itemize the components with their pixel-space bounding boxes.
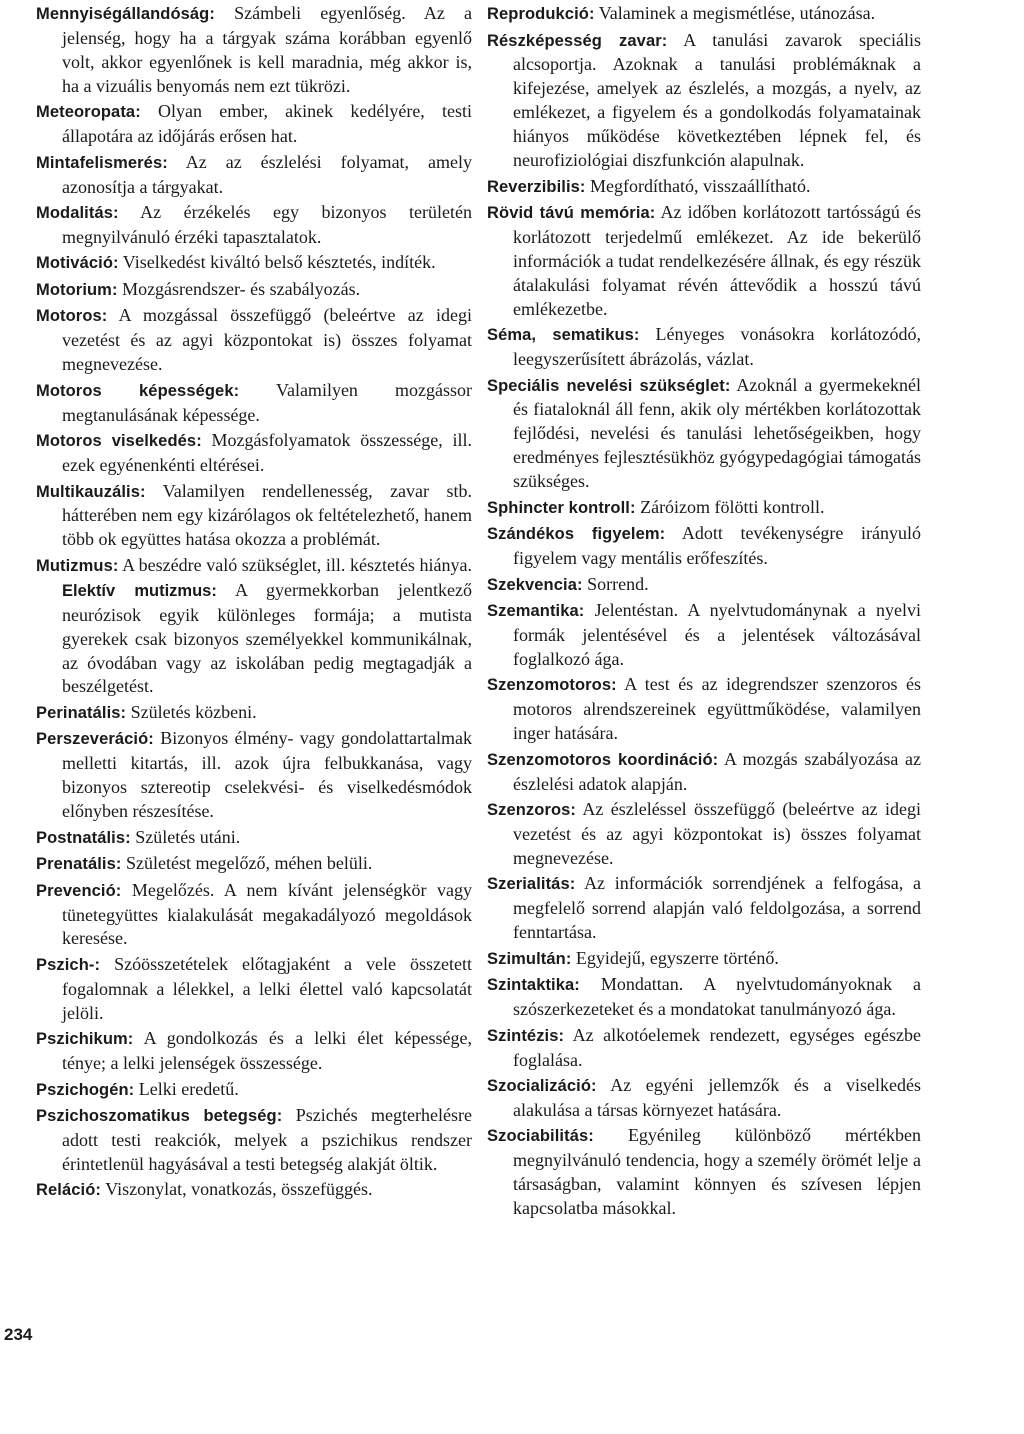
glossary-definition: Záróizom fölötti kontroll. <box>640 496 825 517</box>
glossary-term: Szimultán: <box>487 949 572 968</box>
glossary-term: Perszeveráció: <box>36 730 154 749</box>
glossary-entry <box>36 379 472 428</box>
glossary-definition: A mozgás szabályozása az észlelési adatok alapján. <box>513 748 921 794</box>
glossary-entry <box>487 947 921 972</box>
glossary-term: Mintafelismerés: <box>36 153 168 172</box>
glossary-entry <box>36 2 472 99</box>
glossary-term: Motorium: <box>36 280 118 299</box>
glossary-term: Motoros: <box>36 307 108 326</box>
glossary-definition: A gondolkozás és a lelki élet képessége, ténye; a lelki jelenségek összessége. <box>62 1028 472 1074</box>
glossary-entry <box>36 1078 472 1103</box>
glossary-definition: Mozgásfolyamatok összessége, ill. ezek egyénenkénti eltérései. <box>62 430 472 476</box>
glossary-definition: Jelentéstan. A nyelvtudománynak a nyelvi formák jelentésével és a jelentések változásával foglalkozó ága. <box>513 600 921 669</box>
glossary-definition: A tanulási zavarok speciális alcsoportja. Azoknak a tanulási problémáknak a kifejezése, amelyek az észlelés, a mozgás, a nyelv, az emlékezet, a figyelem és a gondolkodás folyamatainak hiányos működése következtében lépnek fel, és neurofiziológiai diszfunkción alapulnak. <box>513 29 921 171</box>
glossary-entry <box>487 872 921 945</box>
glossary-entry <box>36 1104 472 1177</box>
glossary-term: Motoros viselkedés: <box>36 432 202 451</box>
glossary-definition: Bizonyos élmény- vagy gondolattartalmak melletti kitartás, ill. azok újra felbukkanása, vagy bizonyos sztereotip cselekvési- és viselkedésmódok előnyben részesítése. <box>62 728 473 822</box>
glossary-term: Mutizmus: <box>36 556 119 575</box>
glossary-definition: Viszonylat, vonatkozás, összefüggés. <box>105 1179 373 1200</box>
glossary-entry <box>36 953 472 1026</box>
glossary-term: Szenzomotoros: <box>487 676 617 695</box>
glossary-entry <box>487 1124 921 1221</box>
glossary-entry <box>36 1027 472 1076</box>
glossary-entry <box>487 496 921 521</box>
glossary-entry <box>487 175 921 200</box>
glossary-entry <box>36 251 472 276</box>
glossary-entry <box>36 554 472 699</box>
glossary-entry <box>487 1024 921 1073</box>
glossary-definition: Azoknál a gyermekeknél és fiataloknál áll fenn, akik oly mértékben korlátozottak fejlődési, nevelési és tanulási lehetőségeikben, hogy eredményes fejlesztésükhöz gyógypedagógiai támogatás szükséges. <box>513 374 922 492</box>
glossary-term: Pszichogén: <box>36 1080 135 1099</box>
glossary-definition: Születést megelőző, méhen belüli. <box>125 853 373 874</box>
glossary-term: Modalitás: <box>36 204 119 223</box>
right-column <box>487 2 921 1223</box>
glossary-term: Szemantika: <box>487 602 585 621</box>
glossary-term: Pszich-: <box>36 955 101 974</box>
glossary-definition: A test és az idegrendszer szenzoros és motoros alrendszereinek együttműködése, valamilyen inger hatására. <box>513 674 921 744</box>
glossary-entry <box>487 323 921 372</box>
glossary-term: Multikauzális: <box>36 482 146 501</box>
glossary-definition: Az észleléssel összefüggő (beleértve az idegi vezetést és az agyi központokat is) összes folyamat megnevezése. <box>513 799 921 868</box>
glossary-entry <box>487 1074 921 1123</box>
glossary-definition: Sorrend. <box>587 573 649 594</box>
glossary-definition: Születés utáni. <box>135 826 241 847</box>
glossary-entry <box>36 727 472 824</box>
glossary-definition: Pszichés megterhelésre adott testi reakciók, melyek a pszichikus rendszer érintetlenül hagyásával a testi betegség alakját öltik. <box>62 1105 472 1174</box>
glossary-definition: Születés közbeni. <box>130 701 257 722</box>
glossary-term: Szándékos figyelem: <box>487 525 666 544</box>
glossary-definition: Valaminek a megismétlése, utánozása. <box>598 3 876 23</box>
glossary-definition: Lényeges vonásokra korlátozódó, leegyszerűsített ábrázolás, vázlat. <box>513 324 921 370</box>
glossary-term: Részképesség zavar: <box>487 31 668 50</box>
glossary-definition: A beszédre való szükséglet, ill. késztetés hiánya. <box>122 554 472 575</box>
glossary-entry <box>36 304 472 377</box>
glossary-definition: Számbeli egyenlőség. Az a jelenség, hogy ha a tárgyak száma korábban egyenlő volt, akkor egyenlőnek is kell maradnia, még akkor is, ha a vizuális benyomás nem ezt tükrözi. <box>62 3 472 96</box>
glossary-entry <box>487 599 921 672</box>
glossary-entry <box>487 573 921 598</box>
glossary-term: Motoros képességek: <box>36 381 240 400</box>
glossary-subterm: Elektív mutizmus: <box>62 581 217 600</box>
glossary-entry <box>487 973 921 1022</box>
glossary-term: Szocializáció: <box>487 1077 597 1096</box>
glossary-entry <box>36 429 472 478</box>
glossary-entry <box>36 151 472 200</box>
glossary-term: Perinatális: <box>36 703 127 722</box>
glossary-entry <box>36 701 472 726</box>
glossary-term: Reprodukció: <box>487 5 595 23</box>
glossary-definition: Az az észlelési folyamat, amely azonosítja a tárgyakat. <box>62 151 472 197</box>
glossary-entry <box>36 826 472 851</box>
glossary-term: Postnatális: <box>36 828 131 847</box>
glossary-term: Pszichoszomatikus betegség: <box>36 1107 283 1126</box>
glossary-entry <box>487 374 921 495</box>
glossary-term: Reverzibilis: <box>487 177 586 196</box>
glossary-definition: Valamilyen mozgássor megtanulásának képessége. <box>62 379 472 425</box>
glossary-term: Speciális nevelési szükséglet: <box>487 376 731 395</box>
glossary-entry <box>487 2 921 27</box>
glossary-term: Motiváció: <box>36 254 119 273</box>
glossary-entry <box>487 201 921 322</box>
glossary-term: Szerialitás: <box>487 875 576 894</box>
glossary-term: Séma, sematikus: <box>487 326 640 345</box>
glossary-entry <box>487 29 921 173</box>
glossary-term: Szenzoros: <box>487 801 577 820</box>
glossary-entry <box>487 798 921 871</box>
glossary-term: Szenzomotoros koordináció: <box>487 750 719 769</box>
glossary-definition: A mozgással összefüggő (beleértve az idegi vezetést és az agyi központokat is) összes folyamat megnevezése. <box>62 305 472 375</box>
glossary-definition: Az egyéni jellemzők és a viselkedés alakulása a társas környezet hatására. <box>513 1075 921 1120</box>
glossary-definition: Viselkedést kiváltó belső késztetés, indíték. <box>122 252 436 273</box>
glossary-definition: Lelki eredetű. <box>138 1078 239 1099</box>
glossary-definition: Megfordítható, visszaállítható. <box>590 175 811 196</box>
glossary-term: Szintézis: <box>487 1026 565 1045</box>
glossary-definition: Olyan ember, akinek kedélyére, testi állapotára az időjárás erősen hat. <box>62 101 473 147</box>
glossary-term: Reláció: <box>36 1181 101 1200</box>
glossary-definition: Az érzékelés egy bizonyos területén megnyilvánuló érzéki tapasztalatok. <box>62 202 472 247</box>
glossary-entry <box>36 852 472 877</box>
glossary-term: Mennyiségállandóság: <box>36 5 215 23</box>
glossary-term: Rövid távú memória: <box>487 204 656 223</box>
glossary-term: Prenatális: <box>36 855 122 874</box>
glossary-term: Meteoropata: <box>36 103 141 122</box>
glossary-term: Szintaktika: <box>487 976 580 995</box>
glossary-entry <box>487 748 921 797</box>
glossary-definition: Egyidejű, egyszerre történő. <box>575 947 779 968</box>
glossary-entry <box>36 201 472 250</box>
glossary-definition: Az időben korlátozott tartósságú és korlátozott terjedelmű emlékezet. Az ide bekerülő információk a tudat rendelkezésére állnak, és egy részük átalakulási folyamat révén áttevődik a hosszú távú emlékezetbe. <box>513 202 922 319</box>
glossary-term: Sphincter kontroll: <box>487 498 636 517</box>
glossary-entry <box>36 480 472 553</box>
glossary-entry <box>487 522 921 571</box>
left-column <box>36 2 472 1205</box>
glossary-definition: Adott tevékenységre irányuló figyelem vagy mentális erőfeszítés. <box>513 523 922 569</box>
glossary-entry <box>36 278 472 303</box>
glossary-definition: Mozgásrendszer- és szabályozás. <box>122 278 361 299</box>
glossary-entry <box>487 673 921 746</box>
glossary-definition: Szóösszetételek előtagjaként a vele összetett fogalomnak a lélekkel, a lelki élettel való kapcsolatát jelöli. <box>62 953 472 1023</box>
page-number: 234 <box>4 1325 33 1344</box>
glossary-definition: Egyénileg különböző mértékben megnyilvánuló tendencia, hogy a személy örömét lelje a társaságban, valamint könnyen és szívesen lépjen kapcsolatba másokkal. <box>513 1125 922 1219</box>
glossary-entry <box>36 879 472 952</box>
glossary-definition: Megelőzés. A nem kívánt jelenségkör vagy tünetegyüttes kialakulását megakadályozó megoldások keresése. <box>62 879 473 949</box>
glossary-term: Szekvencia: <box>487 575 583 594</box>
glossary-term: Pszichikum: <box>36 1030 134 1049</box>
glossary-definition: Az alkotóelemek rendezett, egységes egészbe foglalása. <box>513 1024 921 1070</box>
glossary-entry <box>36 1178 472 1203</box>
glossary-definition: Az információk sorrendjének a felfogása, a megfelelő sorrend alapján való feldolgozása, a sorrend fenntartása. <box>513 873 921 943</box>
glossary-term: Szociabilitás: <box>487 1127 594 1146</box>
glossary-entry <box>36 100 472 149</box>
glossary-definition: Valamilyen rendellenesség, zavar stb. hátterében nem egy kizárólagos ok feltételezhető, hanem több ok együttes hatása okozza a problémát. <box>62 480 472 550</box>
glossary-term: Prevenció: <box>36 881 122 900</box>
glossary-subdefinition: A gyermekkorban jelentkező neurózisok egyik különleges formája; a mutista gyerekek csak bizonyos személyekkel kommunikálnak, az óvodában vagy az iskolában pedig megtagadják a beszélgetést. <box>62 579 472 697</box>
glossary-definition: Mondattan. A nyelvtudományoknak a szószerkezeteket és a mondatokat tanulmányozó ága. <box>513 974 921 1020</box>
